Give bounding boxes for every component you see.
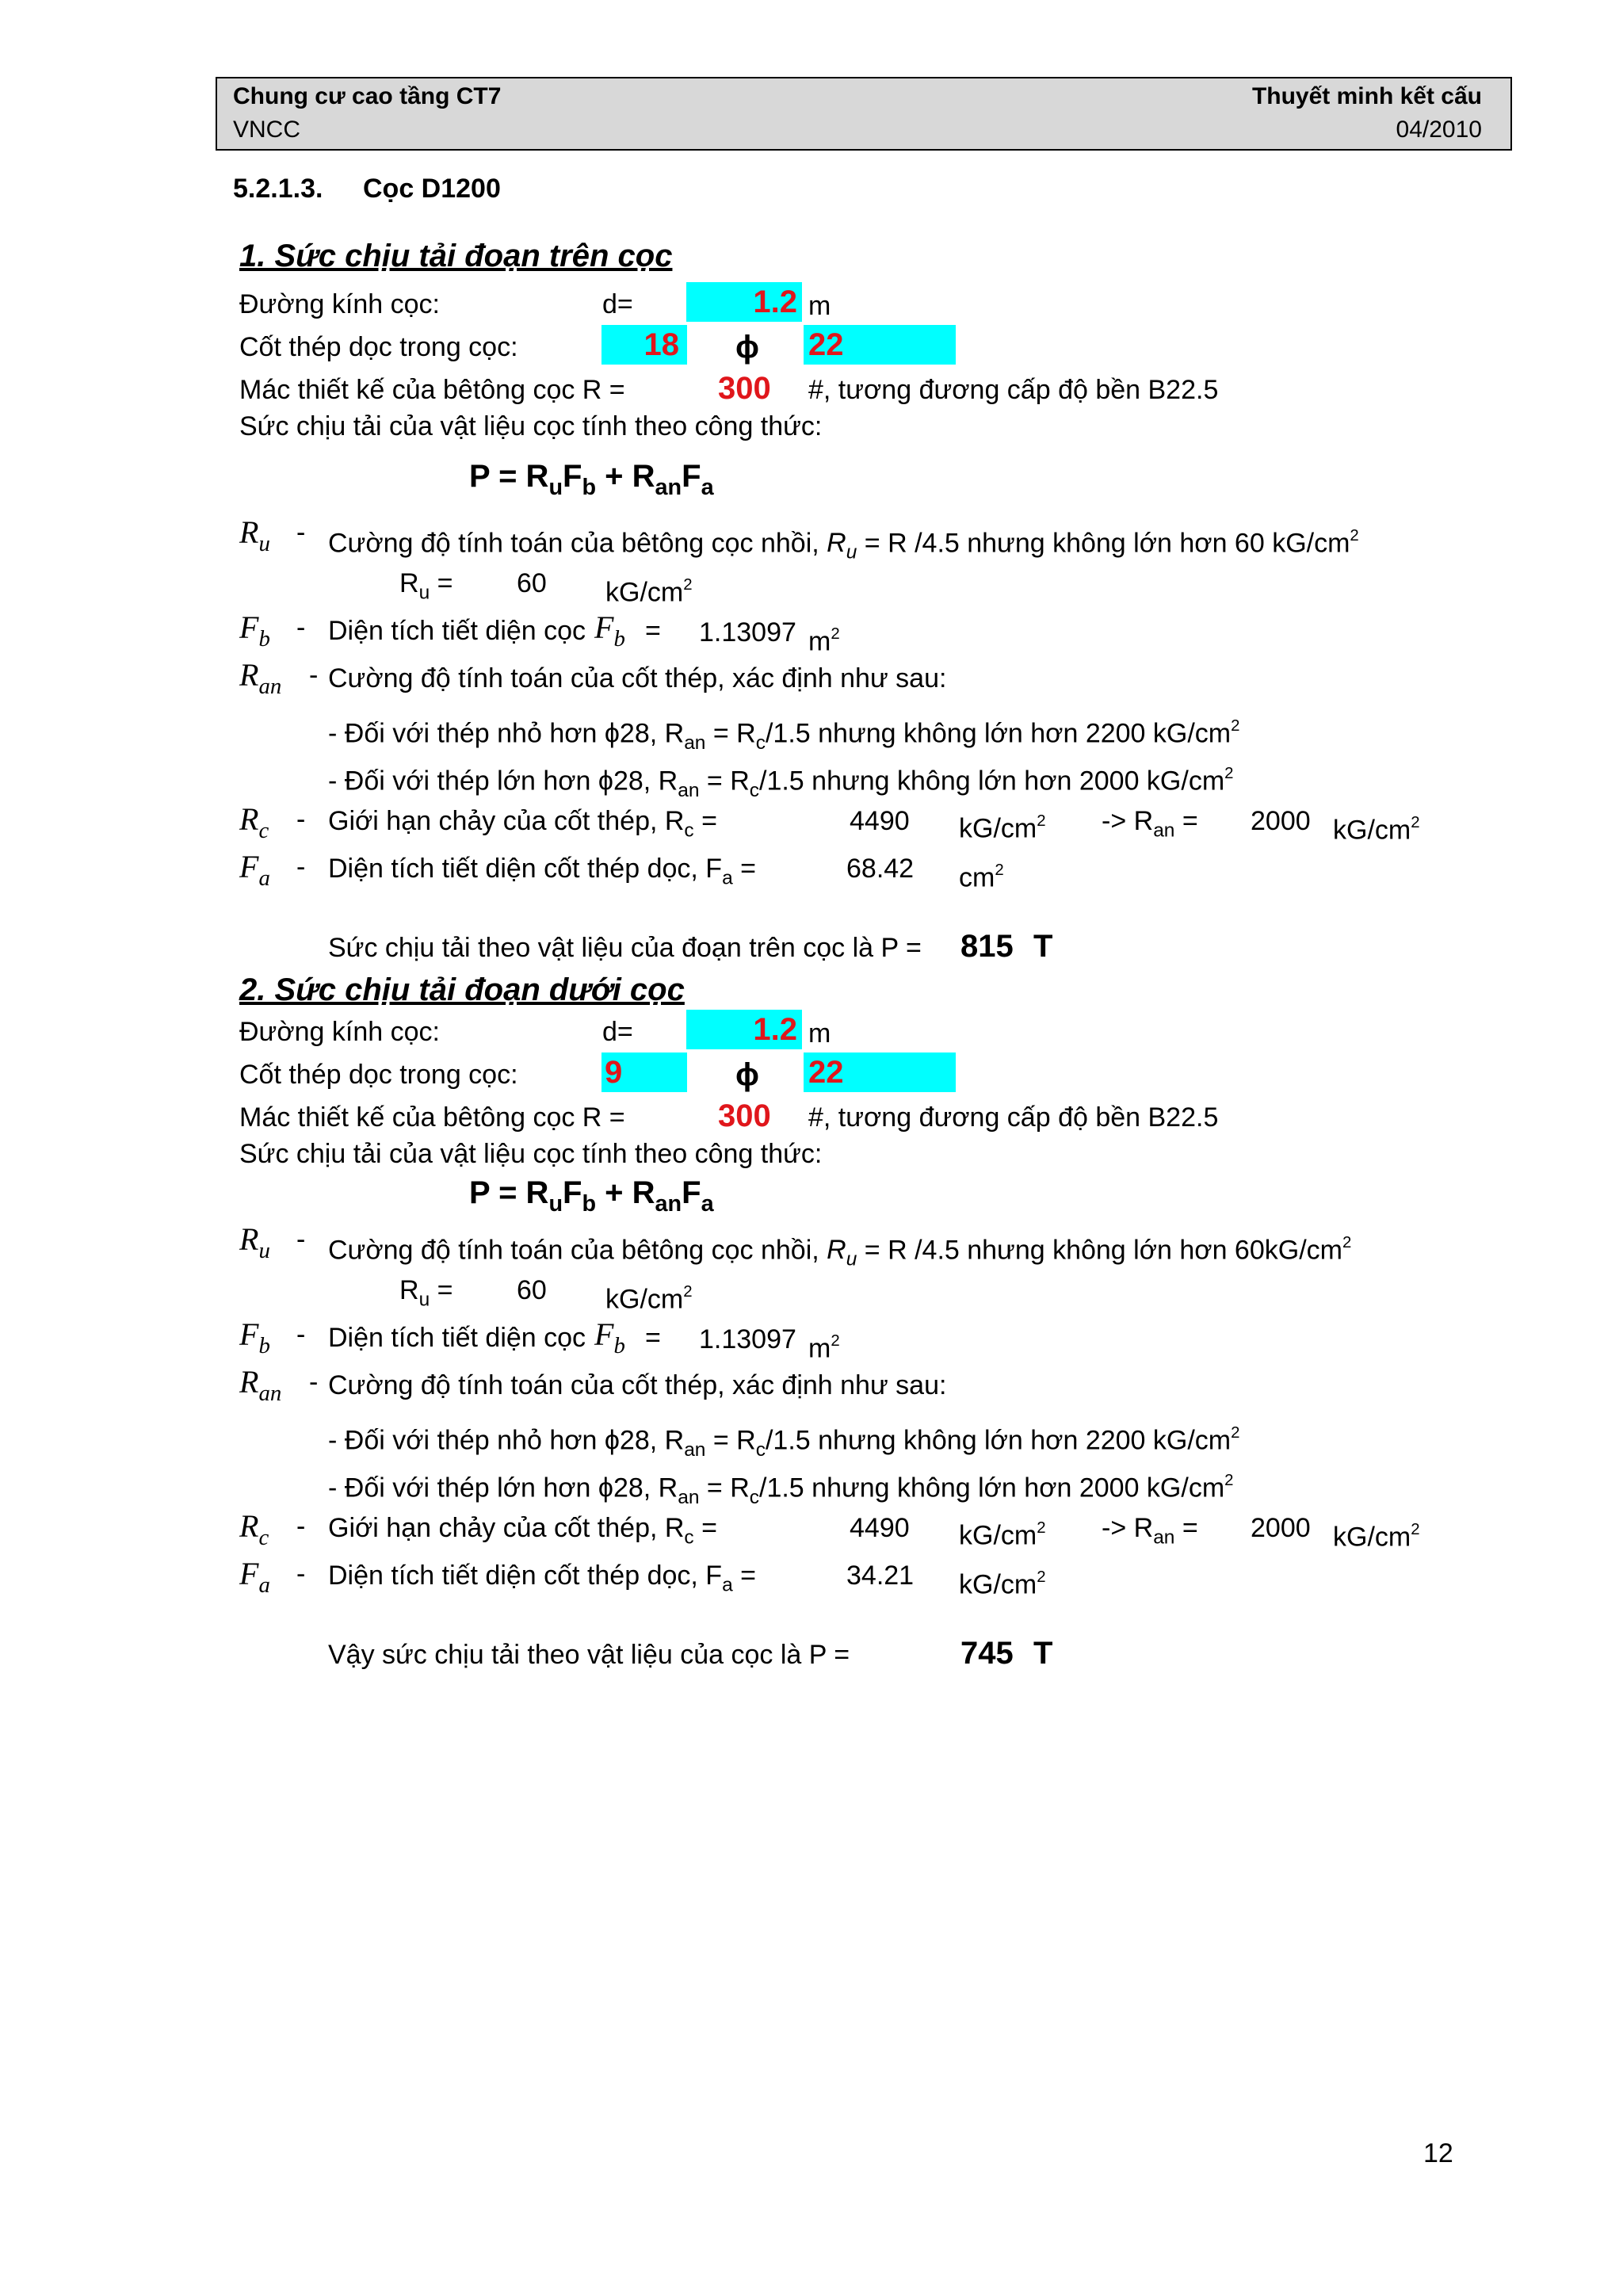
- s1-fb-unit: $m^2$: [808, 625, 840, 657]
- s1-rc-unit: $kG/cm^2$: [959, 812, 1046, 844]
- s2-formula: $P = R_uF_b + R_{an}F_a$: [469, 1175, 714, 1217]
- s2-fb-value: 1.13097: [699, 1324, 796, 1354]
- s1-ran-dash: -: [309, 660, 319, 690]
- s1-rebar-dia: 22: [808, 327, 844, 362]
- s1-diameter-label: Đường kính cọc:: [239, 289, 440, 319]
- s1-rebar-count-cell: [601, 325, 687, 365]
- project-name: Chung cư cao tầng CT7: [233, 83, 502, 109]
- s1-rebar-count: 18: [643, 327, 679, 362]
- heading-number: 5.2.1.3.: [233, 174, 323, 204]
- s2-result-unit: T: [1033, 1636, 1053, 1671]
- s1-concrete-value: 300: [718, 371, 771, 406]
- s1-d-unit: m: [808, 291, 831, 321]
- s1-ru-symbol: $R_u$: [239, 514, 270, 557]
- s1-fa-symbol: $F_a$: [239, 849, 270, 892]
- s2-phi-symbol: ϕ: [735, 1057, 759, 1092]
- s1-d-label: d=: [602, 289, 633, 319]
- s2-rc-value: 4490: [850, 1513, 910, 1543]
- s1-result-unit: T: [1033, 929, 1053, 964]
- s1-rc-symbol: $R_c$: [239, 801, 269, 844]
- section-2-title: 2. Sức chịu tải đoạn dưới cọc: [239, 972, 685, 1007]
- s2-fa-value: 34.21: [846, 1561, 915, 1591]
- s1-ru-description: Cường độ tính toán của bêtông cọc nhồi, $R_u = R$ /4.5 nhưng không lớn hơn 60 $kG/cm^2$: [328, 527, 1359, 563]
- s2-ran-value: 2000: [1251, 1513, 1311, 1543]
- s2-rebar-label: Cốt thép dọc trong cọc:: [239, 1060, 518, 1090]
- s2-fa-unit: $kG/cm^2$: [959, 1568, 1046, 1600]
- s1-ran-result-label: -> $R_{an}$ =: [1102, 806, 1198, 842]
- page-number: 12: [1423, 2138, 1453, 2168]
- s2-concrete-label: Mác thiết kế của bêtông cọc R =: [239, 1102, 625, 1133]
- s2-ru-value: 60: [517, 1275, 547, 1305]
- s2-ru-symbol: $R_u$: [239, 1221, 270, 1264]
- s2-result-label: Vậy sức chịu tải theo vật liệu của cọc là P =: [328, 1640, 850, 1670]
- s2-result-value: 745: [960, 1636, 1014, 1671]
- s2-fa-dash: -: [296, 1559, 306, 1589]
- s1-fb-dash: -: [296, 613, 306, 643]
- s2-diameter-value: 1.2: [753, 1012, 797, 1047]
- s2-ran-line-2: - Đối với thép lớn hơn ϕ28, $R_{an} = R_c/1.5$ nhưng không lớn hơn 2000 $kG/cm^2$: [328, 1472, 1234, 1508]
- s1-ru-value: 60: [517, 568, 547, 598]
- s1-concrete-note: #, tương đương cấp độ bền B22.5: [808, 375, 1219, 405]
- s2-fb-eq: =: [645, 1323, 661, 1353]
- s1-ru-dash: -: [296, 518, 306, 548]
- s2-rc-unit: $kG/cm^2$: [959, 1519, 1046, 1551]
- s2-d-unit: m: [808, 1018, 831, 1049]
- s1-fb-symbol: $F_b$: [239, 609, 270, 652]
- s2-fb-unit: $m^2$: [808, 1332, 840, 1364]
- s2-fb-symbol: $F_b$: [239, 1316, 270, 1359]
- s2-ran-dash: -: [309, 1367, 319, 1397]
- s2-rebar-count: 9: [605, 1055, 623, 1090]
- s2-ran-description: Cường độ tính toán của cốt thép, xác định như sau:: [328, 1370, 947, 1400]
- s1-rebar-dia-cell: [804, 325, 956, 365]
- s1-rc-dash: -: [296, 804, 306, 835]
- s2-ru-unit: $kG/cm^2$: [605, 1283, 693, 1315]
- s2-fb-dash: -: [296, 1320, 306, 1350]
- document-date: 04/2010: [1396, 117, 1482, 143]
- s2-ru-description: Cường độ tính toán của bêtông cọc nhồi, $R_u = R$ /4.5 nhưng không lớn hơn $60kG/cm^2$: [328, 1234, 1352, 1270]
- s1-phi-symbol: ϕ: [735, 330, 759, 365]
- s1-formula-intro: Sức chịu tải của vật liệu cọc tính theo công thức:: [239, 411, 823, 441]
- s1-ran-unit: $kG/cm^2$: [1333, 814, 1420, 846]
- s2-diameter-label: Đường kính cọc:: [239, 1017, 440, 1047]
- s1-diameter-cell: [686, 282, 802, 322]
- s1-fb-description: Diện tích tiết diện cọc: [328, 616, 586, 646]
- s1-diameter-value: 1.2: [753, 285, 797, 319]
- s2-formula-intro: Sức chịu tải của vật liệu cọc tính theo công thức:: [239, 1139, 823, 1169]
- s1-ru-eq: $R_u$ =: [399, 568, 453, 604]
- s1-result-label: Sức chịu tải theo vật liệu của đoạn trên cọc là P =: [328, 933, 922, 963]
- s1-fb-eq: =: [645, 616, 661, 646]
- s1-ran-description: Cường độ tính toán của cốt thép, xác định như sau:: [328, 663, 947, 693]
- s2-ru-eq: $R_u$ =: [399, 1275, 453, 1311]
- s1-rc-description: Giới hạn chảy của cốt thép, $R_c$ =: [328, 806, 717, 842]
- document-type: Thuyết minh kết cấu: [1251, 83, 1482, 109]
- s1-ru-unit: $kG/cm^2$: [605, 576, 693, 608]
- s2-ran-result-label: -> $R_{an}$ =: [1102, 1513, 1198, 1549]
- company-name: VNCC: [233, 117, 301, 143]
- s1-fa-unit: $cm^2$: [959, 861, 1004, 893]
- s2-ran-symbol: $R_{an}$: [239, 1364, 282, 1407]
- s1-rc-value: 4490: [850, 806, 910, 836]
- s2-concrete-value: 300: [718, 1098, 771, 1133]
- s1-fb-symbol-inline: $F_b$: [594, 609, 625, 652]
- s2-fa-symbol: $F_a$: [239, 1556, 270, 1599]
- s1-fa-description: Diện tích tiết diện cốt thép dọc, $F_a$ =: [328, 854, 756, 889]
- s2-ran-line-1: - Đối với thép nhỏ hơn ϕ28, $R_{an} = R_c/1.5$ nhưng không lớn hơn 2200 $kG/cm^2$: [328, 1424, 1240, 1461]
- s1-ran-line-1: - Đối với thép nhỏ hơn ϕ28, $R_{an} = R_c/1.5$ nhưng không lớn hơn 2200 $kG/cm^2$: [328, 717, 1240, 754]
- heading-title: Cọc D1200: [363, 174, 501, 204]
- s2-rc-dash: -: [296, 1511, 306, 1541]
- s1-result-value: 815: [960, 929, 1014, 964]
- s2-rebar-dia: 22: [808, 1055, 844, 1090]
- s2-rc-symbol: $R_c$: [239, 1508, 269, 1551]
- s2-concrete-note: #, tương đương cấp độ bền B22.5: [808, 1102, 1219, 1133]
- s2-rebar-dia-cell: [804, 1052, 956, 1092]
- section-1-title: 1. Sức chịu tải đoạn trên cọc: [239, 239, 673, 273]
- s1-concrete-label: Mác thiết kế của bêtông cọc R =: [239, 375, 625, 405]
- s2-diameter-cell: [686, 1010, 802, 1049]
- s1-rebar-label: Cốt thép dọc trong cọc:: [239, 332, 518, 362]
- s2-rebar-count-cell: [601, 1052, 687, 1092]
- s1-ran-symbol: $R_{an}$: [239, 657, 282, 700]
- s2-fb-symbol-inline: $F_b$: [594, 1316, 625, 1359]
- s1-ran-line-2: - Đối với thép lớn hơn ϕ28, $R_{an} = R_c/1.5$ nhưng không lớn hơn 2000 $kG/cm^2$: [328, 765, 1234, 801]
- s1-ran-value: 2000: [1251, 806, 1311, 836]
- s2-ran-unit: $kG/cm^2$: [1333, 1521, 1420, 1553]
- s2-fb-description: Diện tích tiết diện cọc: [328, 1323, 586, 1353]
- s2-rc-description: Giới hạn chảy của cốt thép, $R_c$ =: [328, 1513, 717, 1549]
- s1-fa-value: 68.42: [846, 854, 915, 884]
- s2-d-label: d=: [602, 1017, 633, 1047]
- page-header: [216, 77, 1512, 151]
- s1-formula: $P = R_uF_b + R_{an}F_a$: [469, 459, 714, 501]
- s2-ru-dash: -: [296, 1224, 306, 1255]
- s1-fb-value: 1.13097: [699, 617, 796, 648]
- s1-fa-dash: -: [296, 852, 306, 882]
- s2-fa-description: Diện tích tiết diện cốt thép dọc, $F_a$ =: [328, 1561, 756, 1596]
